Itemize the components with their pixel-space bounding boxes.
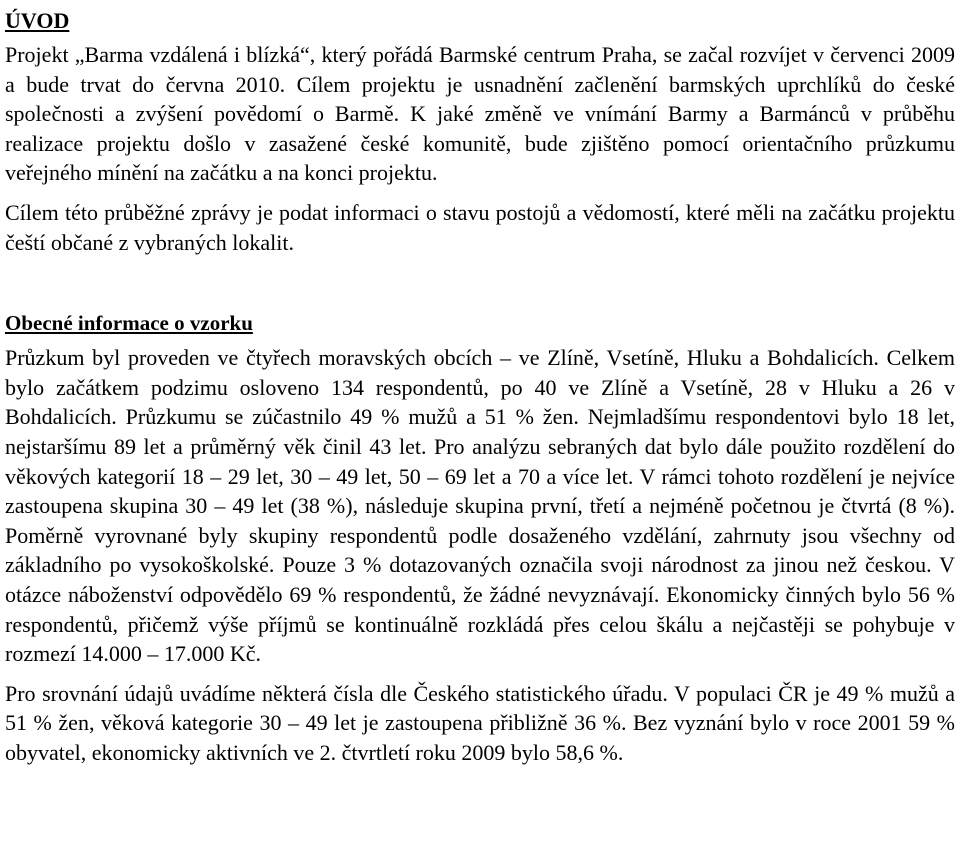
section-spacer — [5, 257, 955, 307]
section-heading: Obecné informace o vzorku — [5, 311, 253, 336]
page-title: ÚVOD — [5, 8, 70, 33]
section-paragraph: Průzkum byl proveden ve čtyřech moravských obcích – ve Zlíně, Vsetíně, Hluku a Bohdalicích. Celkem bylo začátkem podzimu osloveno 134 respondentů, po 40 ve Zlíně a Vsetíně, 28 v Hluku a 26 v Bohdalicích. Průzkumu se zúčastnilo 49 % mužů a 51 % žen. Nejmladšímu respondentovi bylo 18 let, nejstaršímu 89 let a průměrný věk činil 43 let. Pro analýzu sebraných dat bylo dále použito rozdělení do věkových kategorií 18 – 29 let, 30 – 49 let, 50 – 69 let a 70 a více let. V rámci tohoto rozdělení je nejvíce zastoupena skupina 30 – 49 let (38 %), následuje skupina první, třetí a nejméně početnou je čtvrtá (8 %). Poměrně vyrovnané byly skupiny respondentů podle dosaženého vzdělání, zahrnuty jsou všechny od základního po vysokoškolské. Pouze 3 % dotazovaných označila svoji národnost za jinou než českou. V otázce náboženství odpovědělo 69 % respondentů, že žádné nevyznávají. Ekonomicky činných bylo 56 % respondentů, přičemž výše příjmů se kontinuálně rozkládá přes celou škálu a nejčastěji se pohybuje v rozmezí 14.000 – 17.000 Kč. — [5, 345, 955, 667]
paragraph-spacer — [5, 188, 955, 198]
document-page — [5, 0, 955, 767]
intro-paragraph: Cílem této průběžné zprávy je podat informaci o stavu postojů a vědomostí, které měli na začátku projektu čeští občané z vybraných lokalit. — [5, 199, 955, 255]
intro-paragraph: Projekt „Barma vzdálená i blízká“, který pořádá Barmské centrum Praha, se začal rozvíjet v červenci 2009 a bude trvat do června 2010. Cílem projektu je usnadnění začlenění barmských uprchlíků do české společnosti a zvýšení povědomí o Barmě. K jaké změně ve vnímání Barmy a Barmánců v průběhu realizace projektu došlo v zasažené české komunitě, bude zjištěno pomocí orientačního průzkumu veřejného mínění na začátku a na konci projektu. — [5, 42, 955, 186]
paragraph-spacer — [5, 669, 955, 679]
section-paragraph: Pro srovnání údajů uvádíme některá čísla dle Českého statistického úřadu. V populaci ČR je 49 % mužů a 51 % žen, věková kategorie 30 – 49 let je zastoupena přibližně 36 %. Bez vyznání bylo v roce 2001 59 % obyvatel, ekonomicky aktivních ve 2. čtvrtletí roku 2009 bylo 58,6 %. — [5, 680, 955, 765]
